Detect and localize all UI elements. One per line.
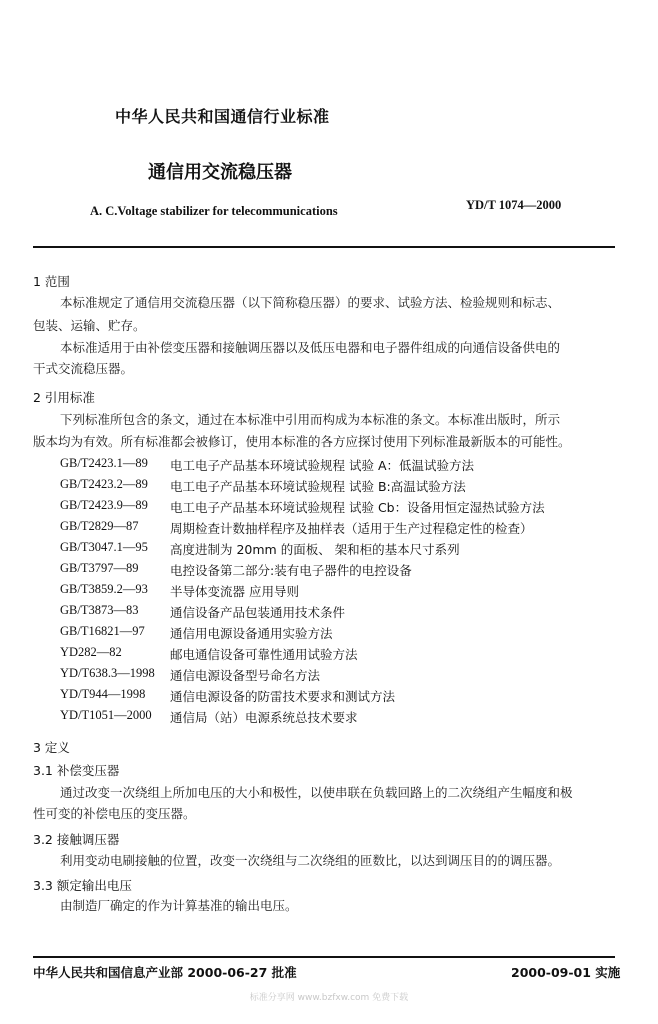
reference-name: 通信局（站）电源系统总技术要求 [170,710,358,725]
reference-code: GB/T3797—89 [60,561,139,575]
definition-3-1-line2: 性可变的补偿电压的变压器。 [33,806,196,821]
reference-code: GB/T2829—87 [60,519,139,533]
section-2-heading: 2 引用标准 [33,390,95,405]
reference-name: 电工电子产品基本环境试验规程 试验 Cb：设备用恒定湿热试验方法 [170,500,545,515]
definition-3-2-heading: 3.2 接触调压器 [33,832,120,847]
doc-code: YD/T 1074—2000 [466,198,562,212]
section-1-heading: 1 范围 [33,274,70,289]
reference-name: 半导体变流器 应用导则 [170,584,299,599]
implementation-date: 2000-09-01 实施 [511,965,621,980]
reference-name: 通信电源设备的防雷技术要求和测试方法 [170,689,396,704]
reference-name: 电工电子产品基本环境试验规程 试验 A：低温试验方法 [170,458,474,473]
reference-code: GB/T3047.1—95 [60,540,148,554]
header-rule [33,246,615,248]
watermark: 标准分享网 www.bzfxw.com 免费下载 [249,993,409,1003]
reference-name: 通信电源设备型号命名方法 [170,668,321,683]
reference-name: 电控设备第二部分:装有电子器件的电控设备 [170,563,412,578]
reference-code: YD/T944—1998 [60,687,146,701]
definition-3-2-line1: 利用变动电刷接触的位置，改变一次绕组与二次绕组的匝数比，以达到调压目的的调压器。 [60,853,561,868]
org-title: 中华人民共和国通信行业标准 [115,107,330,126]
reference-code: GB/T16821—97 [60,624,145,638]
reference-code: GB/T3873—83 [60,603,139,617]
section-3-heading: 3 定义 [33,740,70,755]
doc-title: 通信用交流稳压器 [148,162,292,183]
reference-name: 邮电通信设备可靠性通用试验方法 [170,647,358,662]
section-1-para2-line1: 本标准适用于由补偿变压器和接触调压器以及低压电器和电子器件组成的向通信设备供电的 [60,340,561,355]
reference-name: 高度进制为 20mm 的面板、 架和柜的基本尺寸系列 [170,542,460,557]
section-2-intro-line2: 版本均为有效。所有标准都会被修订，使用本标准的各方应探讨使用下列标准最新版本的可能性。 [33,434,571,449]
reference-code: YD/T1051—2000 [60,708,152,722]
reference-code: GB/T2423.2—89 [60,477,148,491]
definition-3-3-heading: 3.3 额定输出电压 [33,878,132,893]
reference-name: 周期检查计数抽样程序及抽样表（适用于生产过程稳定性的检查） [170,521,533,536]
reference-name: 通信设备产品包装通用技术条件 [170,605,346,620]
reference-name: 通信用电源设备通用实验方法 [170,626,333,641]
section-1-para2-line2: 干式交流稳压器。 [33,361,134,376]
reference-code: GB/T2423.1—89 [60,456,148,470]
section-2-intro-line1: 下列标准所包含的条文，通过在本标准中引用而构成为本标准的条文。本标准出版时，所示 [60,412,561,427]
reference-code: GB/T3859.2—93 [60,582,148,596]
reference-code: YD282—82 [60,645,122,659]
english-title: A. C.Voltage stabilizer for telecommunications [90,204,338,218]
reference-code: GB/T2423.9—89 [60,498,148,512]
definition-3-1-line1: 通过改变一次绕组上所加电压的大小和极性，以使串联在负载回路上的二次绕组产生幅度和极 [60,785,573,800]
definition-3-1-heading: 3.1 补偿变压器 [33,763,120,778]
definition-3-3-line1: 由制造厂确定的作为计算基准的输出电压。 [60,898,298,913]
approval-statement: 中华人民共和国信息产业部 2000-06-27 批准 [33,965,297,980]
footer-rule [33,956,615,958]
reference-code: YD/T638.3—1998 [60,666,155,680]
section-1-para1-line1: 本标准规定了通信用交流稳压器（以下简称稳压器）的要求、试验方法、检验规则和标志、 [60,295,561,310]
section-1-para1-line2: 包装、运输、贮存。 [33,318,146,333]
reference-name: 电工电子产品基本环境试验规程 试验 B:高温试验方法 [170,479,466,494]
